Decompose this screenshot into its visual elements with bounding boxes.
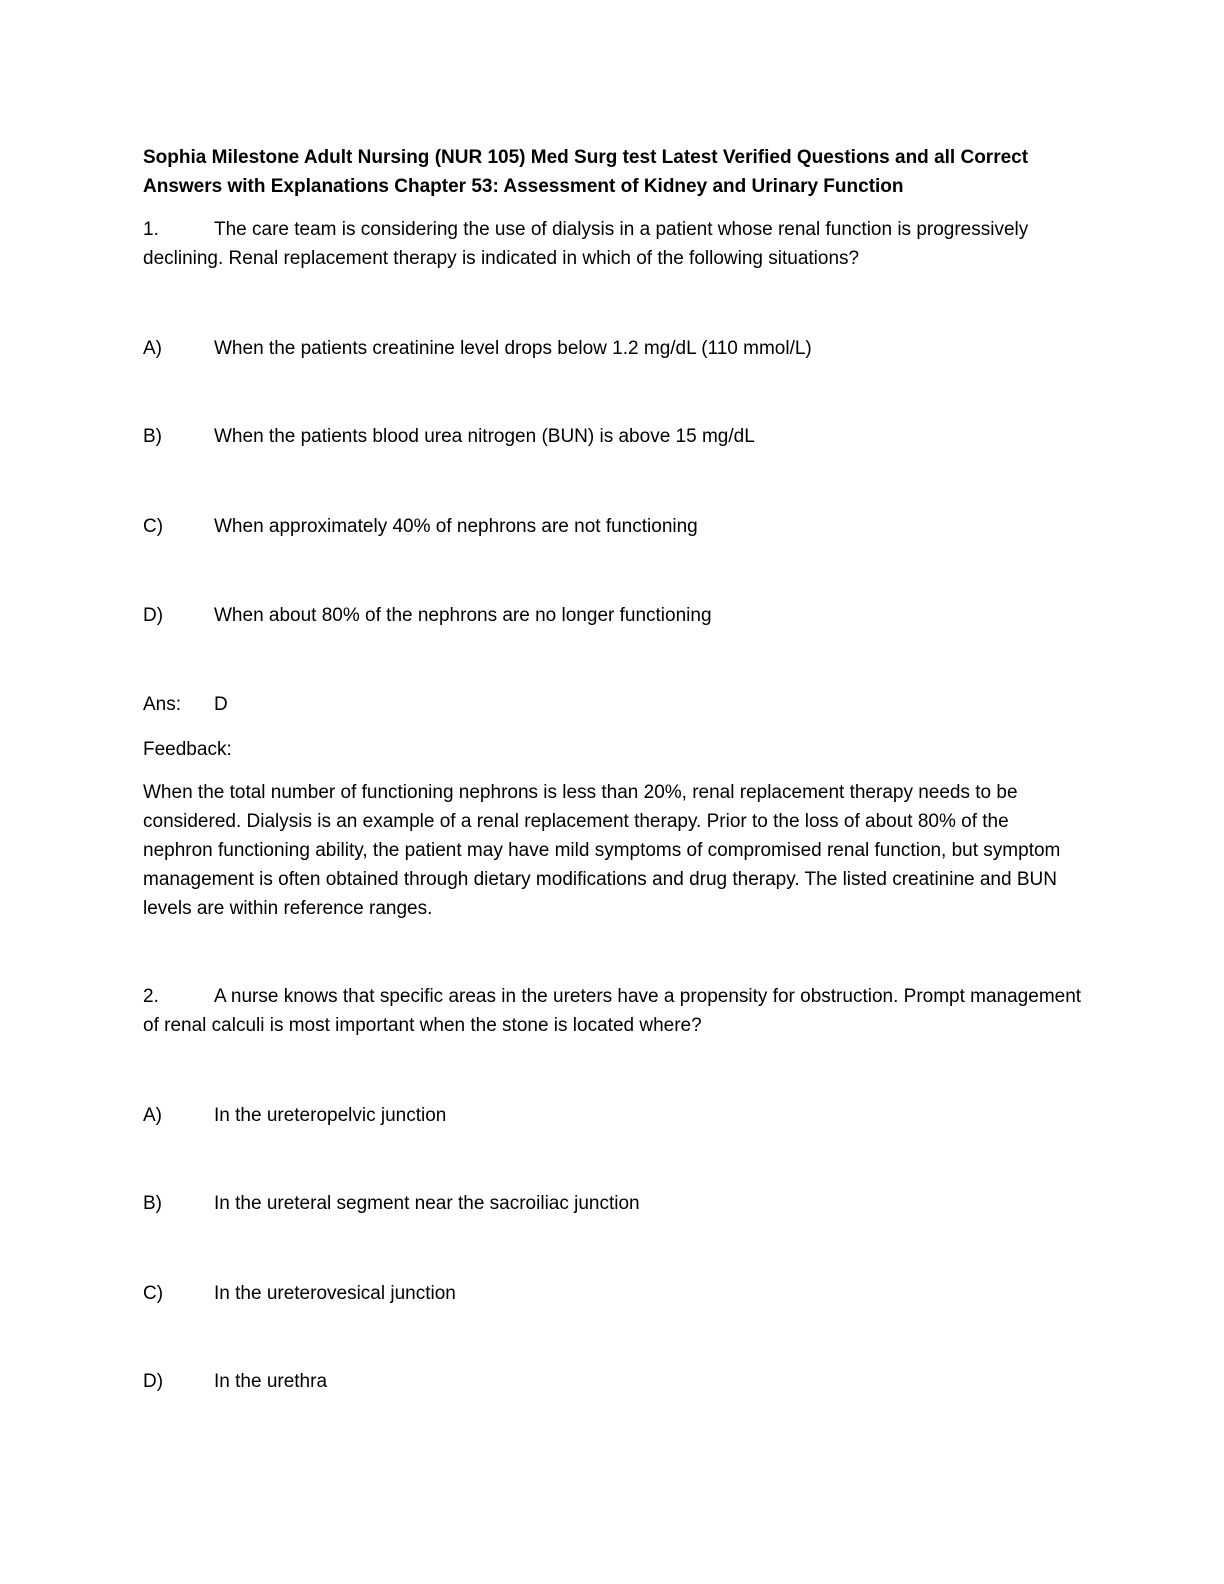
question-1-stem: [143, 215, 1083, 273]
question-1-feedback-text: When the total number of functioning nephrons is less than 20%, renal replacement therapy needs to be considered. Dialysis is an example of a renal replacement therapy. Prior to the loss of about 80% of the nephron functioning ability, the patient may have mild symptoms of compromised renal function, but symptom management is often obtained through dietary modifications and drug therapy. The listed creatinine and BUN levels are within reference ranges.: [143, 782, 1061, 919]
option-text: In the ureterovesical junction: [214, 1283, 456, 1304]
question-text: The care team is considering the use of dialysis in a patient whose renal function is progressively declining. Renal replacement therapy is indicated in which of the following situations?: [143, 219, 1029, 269]
question-number: 2.: [143, 986, 159, 1007]
option-letter: C): [143, 1283, 164, 1304]
option-letter: B): [143, 1193, 162, 1214]
question-2-stem: [143, 982, 1083, 1040]
question-1-option-b: [143, 422, 1083, 451]
option-letter: A): [143, 1105, 162, 1126]
answer-label: Ans:: [143, 694, 182, 715]
question-1-option-d: [143, 601, 1083, 630]
option-letter: C): [143, 516, 164, 537]
option-letter: A): [143, 338, 162, 359]
question-1-option-a: [143, 334, 1083, 363]
question-2-option-c: [143, 1279, 1083, 1308]
question-1-answer: [143, 690, 228, 719]
answer-value: D: [214, 694, 228, 715]
question-number: 1.: [143, 219, 159, 240]
option-letter: B): [143, 426, 162, 447]
option-text: In the ureteral segment near the sacroiliac junction: [214, 1193, 640, 1214]
option-text: When about 80% of the nephrons are no longer functioning: [214, 605, 712, 626]
option-text: In the urethra: [214, 1371, 328, 1392]
option-letter: D): [143, 605, 164, 626]
option-text: When the patients blood urea nitrogen (BUN) is above 15 mg/dL: [214, 426, 755, 447]
question-text: A nurse knows that specific areas in the ureters have a propensity for obstruction. Prompt management of renal calculi is most important when the stone is located where?: [143, 986, 1082, 1036]
option-text: In the ureteropelvic junction: [214, 1105, 447, 1126]
document-title: Sophia Milestone Adult Nursing (NUR 105) Med Surg test Latest Verified Questions and all Correct Answers with Explanations Chapter 53: Assessment of Kidney and Urinary Function: [143, 147, 1029, 197]
question-2-option-a: [143, 1101, 1083, 1130]
option-letter: D): [143, 1371, 164, 1392]
option-text: When approximately 40% of nephrons are not functioning: [214, 516, 698, 537]
option-text: When the patients creatinine level drops below 1.2 mg/dL (110 mmol/L): [214, 338, 812, 359]
question-1-feedback-label: Feedback:: [143, 739, 232, 760]
question-2-option-b: [143, 1189, 1083, 1218]
question-1-option-c: [143, 512, 1083, 541]
question-2-option-d: [143, 1367, 1083, 1396]
